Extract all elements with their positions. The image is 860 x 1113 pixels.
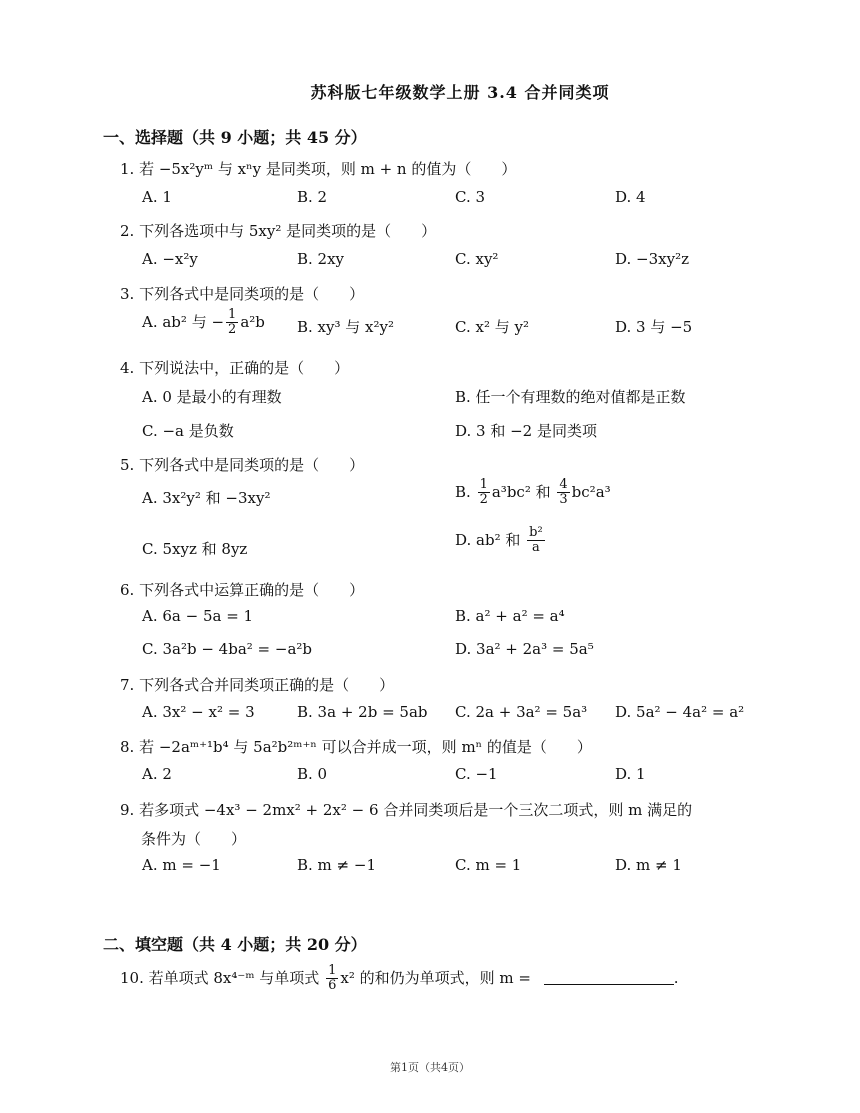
q10-end: . [673, 968, 679, 987]
page-title: 苏科版七年级数学上册 3.4 合并同类项 [310, 83, 610, 102]
denominator: a [532, 540, 540, 556]
numerator: 1 [328, 963, 337, 978]
question-2: 2. 下列各选项中与 5xy² 是同类项的是（ ） [120, 222, 437, 240]
answer-blank[interactable] [544, 984, 674, 985]
question-9: 9. 若多项式 −4x³ − 2mx² + 2x² − 6 合并同类项后是一个三次二项式，则 m 满足的 [120, 801, 693, 819]
q3-option-a [142, 308, 265, 338]
question-5: 5. 下列各式中是同类项的是（ ） [120, 456, 365, 474]
q6-option-b: B. a² + a² = a⁴ [455, 607, 565, 625]
question-10 [120, 964, 679, 994]
section-heading-fill: 二、填空题（共 4 小题；共 20 分） [103, 935, 367, 954]
q1-option-b: B. 2 [297, 188, 328, 206]
q1-option-a: A. 1 [142, 188, 172, 206]
numerator: 4 [559, 477, 568, 492]
q9-option-d: D. m ≠ 1 [615, 856, 682, 874]
q7-option-b: B. 3a + 2b = 5ab [297, 703, 428, 721]
denominator: 2 [228, 322, 237, 338]
q7-option-c: C. 2a + 3a² = 5a³ [455, 703, 588, 721]
q10-post: x² 的和仍为单项式，则 m = [340, 968, 531, 987]
q5-option-b-post: bc²a³ [571, 482, 611, 501]
q4-option-b: B. 任一个有理数的绝对值都是正数 [455, 388, 686, 406]
question-7: 7. 下列各式合并同类项正确的是（ ） [120, 676, 395, 694]
q3-option-d: D. 3 与 −5 [615, 318, 693, 336]
q5-option-c: C. 5xyz 和 8yz [142, 540, 248, 558]
q7-option-a: A. 3x² − x² = 3 [142, 703, 255, 721]
fraction [478, 478, 490, 508]
q4-option-a: A. 0 是最小的有理数 [142, 388, 282, 406]
q2-option-d: D. −3xy²z [615, 250, 689, 268]
q8-option-a: A. 2 [142, 765, 172, 783]
q8-option-c: C. −1 [455, 765, 498, 783]
numerator: b² [529, 525, 543, 540]
q3-option-b: B. xy³ 与 x²y² [297, 318, 395, 336]
q3-option-c: C. x² 与 y² [455, 318, 529, 336]
numerator: 1 [479, 477, 488, 492]
q6-option-a: A. 6a − 5a = 1 [142, 607, 254, 625]
page-footer: 第1页（共4页） [390, 1061, 470, 1074]
question-9-continued: 条件为（ ） [141, 830, 247, 848]
q5-option-d [455, 526, 547, 556]
q9-option-a: A. m = −1 [142, 856, 221, 874]
fraction [527, 526, 545, 556]
q7-option-d: D. 5a² − 4a² = a² [615, 703, 745, 721]
fraction [326, 964, 338, 994]
q2-option-b: B. 2xy [297, 250, 345, 268]
q5-option-d-pre: D. ab² 和 [455, 530, 521, 549]
q2-option-a: A. −x²y [142, 250, 198, 268]
q4-option-c: C. −a 是负数 [142, 422, 234, 440]
question-4: 4. 下列说法中，正确的是（ ） [120, 359, 350, 377]
q5-option-b-label: B. [455, 482, 471, 501]
q5-option-a: A. 3x²y² 和 −3xy² [142, 489, 271, 507]
q4-option-d: D. 3 和 −2 是同类项 [455, 422, 597, 440]
denominator: 3 [559, 492, 568, 508]
question-1: 1. 若 −5x²yᵐ 与 xⁿy 是同类项，则 m + n 的值为（ ） [120, 160, 517, 178]
q1-option-c: C. 3 [455, 188, 486, 206]
q5-option-b-mid: a³bc² 和 [491, 482, 551, 501]
fraction [226, 308, 238, 338]
q8-option-b: B. 0 [297, 765, 328, 783]
q10-pre: 10. 若单项式 8x⁴⁻ᵐ 与单项式 [120, 968, 320, 987]
q1-option-d: D. 4 [615, 188, 646, 206]
question-3: 3. 下列各式中是同类项的是（ ） [120, 285, 365, 303]
fraction [557, 478, 569, 508]
q6-option-d: D. 3a² + 2a³ = 5a⁵ [455, 640, 594, 658]
q3-option-a-pre: A. ab² 与 − [142, 312, 225, 331]
denominator: 2 [479, 492, 488, 508]
q8-option-d: D. 1 [615, 765, 646, 783]
q9-option-b: B. m ≠ −1 [297, 856, 376, 874]
numerator: 1 [228, 307, 237, 322]
q5-option-b [455, 478, 611, 508]
section-heading-choice: 一、选择题（共 9 小题；共 45 分） [103, 128, 367, 147]
q2-option-c: C. xy² [455, 250, 499, 268]
denominator: 6 [328, 978, 337, 994]
question-8: 8. 若 −2aᵐ⁺¹b⁴ 与 5a²b²ᵐ⁺ⁿ 可以合并成一项，则 mⁿ 的值是（ ） [120, 738, 592, 756]
q3-option-a-post: a²b [240, 312, 265, 331]
q9-option-c: C. m = 1 [455, 856, 522, 874]
question-6: 6. 下列各式中运算正确的是（ ） [120, 581, 365, 599]
q6-option-c: C. 3a²b − 4ba² = −a²b [142, 640, 313, 658]
